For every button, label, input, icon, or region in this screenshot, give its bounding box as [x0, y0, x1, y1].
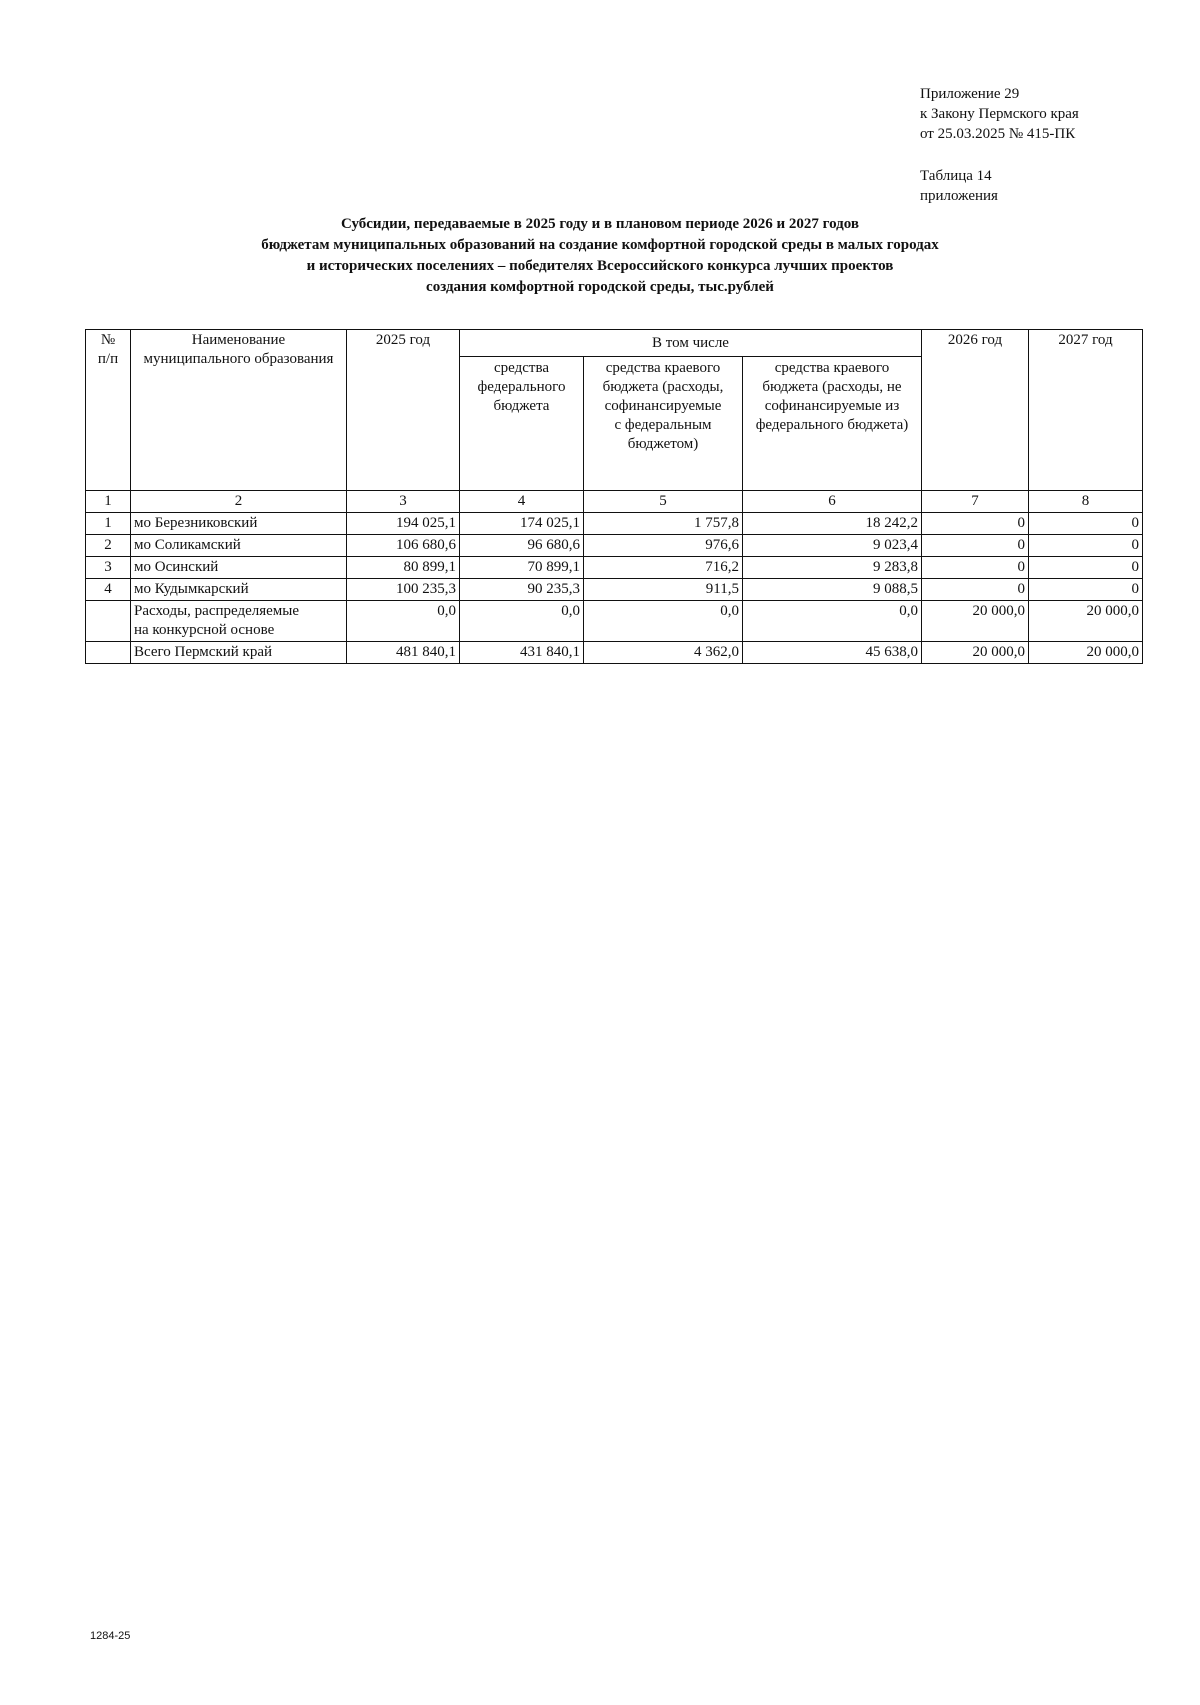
row-2025: 100 235,3	[347, 579, 460, 601]
row-regional-cofin: 1 757,8	[584, 513, 743, 535]
row-2025: 80 899,1	[347, 557, 460, 579]
row-regional-cofin: 911,5	[584, 579, 743, 601]
table-row	[86, 513, 1143, 535]
row-name: мо Осинский	[131, 557, 347, 579]
row-name: мо Соликамский	[131, 535, 347, 557]
header-regional-cofin: средства краевого бюджета (расходы, софинансируемые с федеральным бюджетом)	[584, 357, 743, 491]
column-numbers-row	[86, 491, 1143, 513]
table-row	[86, 535, 1143, 557]
row-2026: 0	[922, 513, 1029, 535]
col-number: 8	[1029, 491, 1143, 513]
row-name: Расходы, распределяемые на конкурсной основе	[131, 601, 347, 642]
row-regional-noncofin: 0,0	[743, 601, 922, 642]
row-2026: 20 000,0	[922, 601, 1029, 642]
row-2025: 481 840,1	[347, 642, 460, 664]
row-2027: 0	[1029, 579, 1143, 601]
row-regional-noncofin: 9 088,5	[743, 579, 922, 601]
table-row	[86, 601, 1143, 642]
col-number: 5	[584, 491, 743, 513]
row-2027: 0	[1029, 513, 1143, 535]
row-num: 1	[86, 513, 131, 535]
row-num: 4	[86, 579, 131, 601]
subsidies-table	[85, 329, 1143, 664]
row-2027: 0	[1029, 535, 1143, 557]
law-reference: к Закону Пермского края	[920, 106, 1079, 122]
row-2026: 0	[922, 535, 1029, 557]
header-2026: 2026 год	[922, 330, 1029, 491]
row-federal: 0,0	[460, 601, 584, 642]
row-regional-noncofin: 9 283,8	[743, 557, 922, 579]
row-federal: 96 680,6	[460, 535, 584, 557]
col-number: 6	[743, 491, 922, 513]
header-including: В том числе	[460, 330, 922, 357]
table-row	[86, 557, 1143, 579]
col-number: 2	[131, 491, 347, 513]
row-num	[86, 642, 131, 664]
header-num: № п/п	[86, 330, 131, 491]
row-regional-cofin: 716,2	[584, 557, 743, 579]
header-name: Наименование муниципального образования	[131, 330, 347, 491]
document-title: Субсидии, передаваемые в 2025 году и в плановом периоде 2026 и 2027 годов бюджетам муниципальных образований на создание комфортной городской среды в малых городах и исторических поселениях – победителях Всероссийского конкурса лучших проектов создания комфортной городской среды, тыс.рублей	[261, 216, 939, 295]
row-2026: 20 000,0	[922, 642, 1029, 664]
row-regional-noncofin: 9 023,4	[743, 535, 922, 557]
header-regional-noncofin: средства краевого бюджета (расходы, не софинансируемые из федерального бюджета)	[743, 357, 922, 491]
header-2025: 2025 год	[347, 330, 460, 491]
row-name: мо Березниковский	[131, 513, 347, 535]
col-number: 1	[86, 491, 131, 513]
row-num	[86, 601, 131, 642]
row-2027: 0	[1029, 557, 1143, 579]
total-row	[86, 642, 1143, 664]
table-row	[86, 579, 1143, 601]
row-2027: 20 000,0	[1029, 601, 1143, 642]
appendix-label: Приложение 29	[920, 86, 1020, 102]
table-label: Таблица 14	[920, 168, 992, 184]
row-federal: 70 899,1	[460, 557, 584, 579]
col-number: 3	[347, 491, 460, 513]
row-num: 2	[86, 535, 131, 557]
row-federal: 431 840,1	[460, 642, 584, 664]
row-regional-cofin: 976,6	[584, 535, 743, 557]
row-regional-cofin: 0,0	[584, 601, 743, 642]
row-2026: 0	[922, 557, 1029, 579]
document-code: 1284-25	[90, 1630, 131, 1642]
row-2025: 0,0	[347, 601, 460, 642]
row-regional-noncofin: 18 242,2	[743, 513, 922, 535]
row-regional-noncofin: 45 638,0	[743, 642, 922, 664]
document-header	[920, 84, 1079, 206]
row-2027: 20 000,0	[1029, 642, 1143, 664]
header-federal: средства федерального бюджета	[460, 357, 584, 491]
row-name: мо Кудымкарский	[131, 579, 347, 601]
row-name: Всего Пермский край	[131, 642, 347, 664]
row-2026: 0	[922, 579, 1029, 601]
header-2027: 2027 год	[1029, 330, 1143, 491]
row-num: 3	[86, 557, 131, 579]
row-2025: 194 025,1	[347, 513, 460, 535]
row-2025: 106 680,6	[347, 535, 460, 557]
law-date: от 25.03.2025 № 415-ПК	[920, 126, 1076, 142]
table-of-label: приложения	[920, 188, 998, 204]
col-number: 7	[922, 491, 1029, 513]
row-regional-cofin: 4 362,0	[584, 642, 743, 664]
header-row	[86, 330, 1143, 357]
col-number: 4	[460, 491, 584, 513]
row-federal: 90 235,3	[460, 579, 584, 601]
row-federal: 174 025,1	[460, 513, 584, 535]
